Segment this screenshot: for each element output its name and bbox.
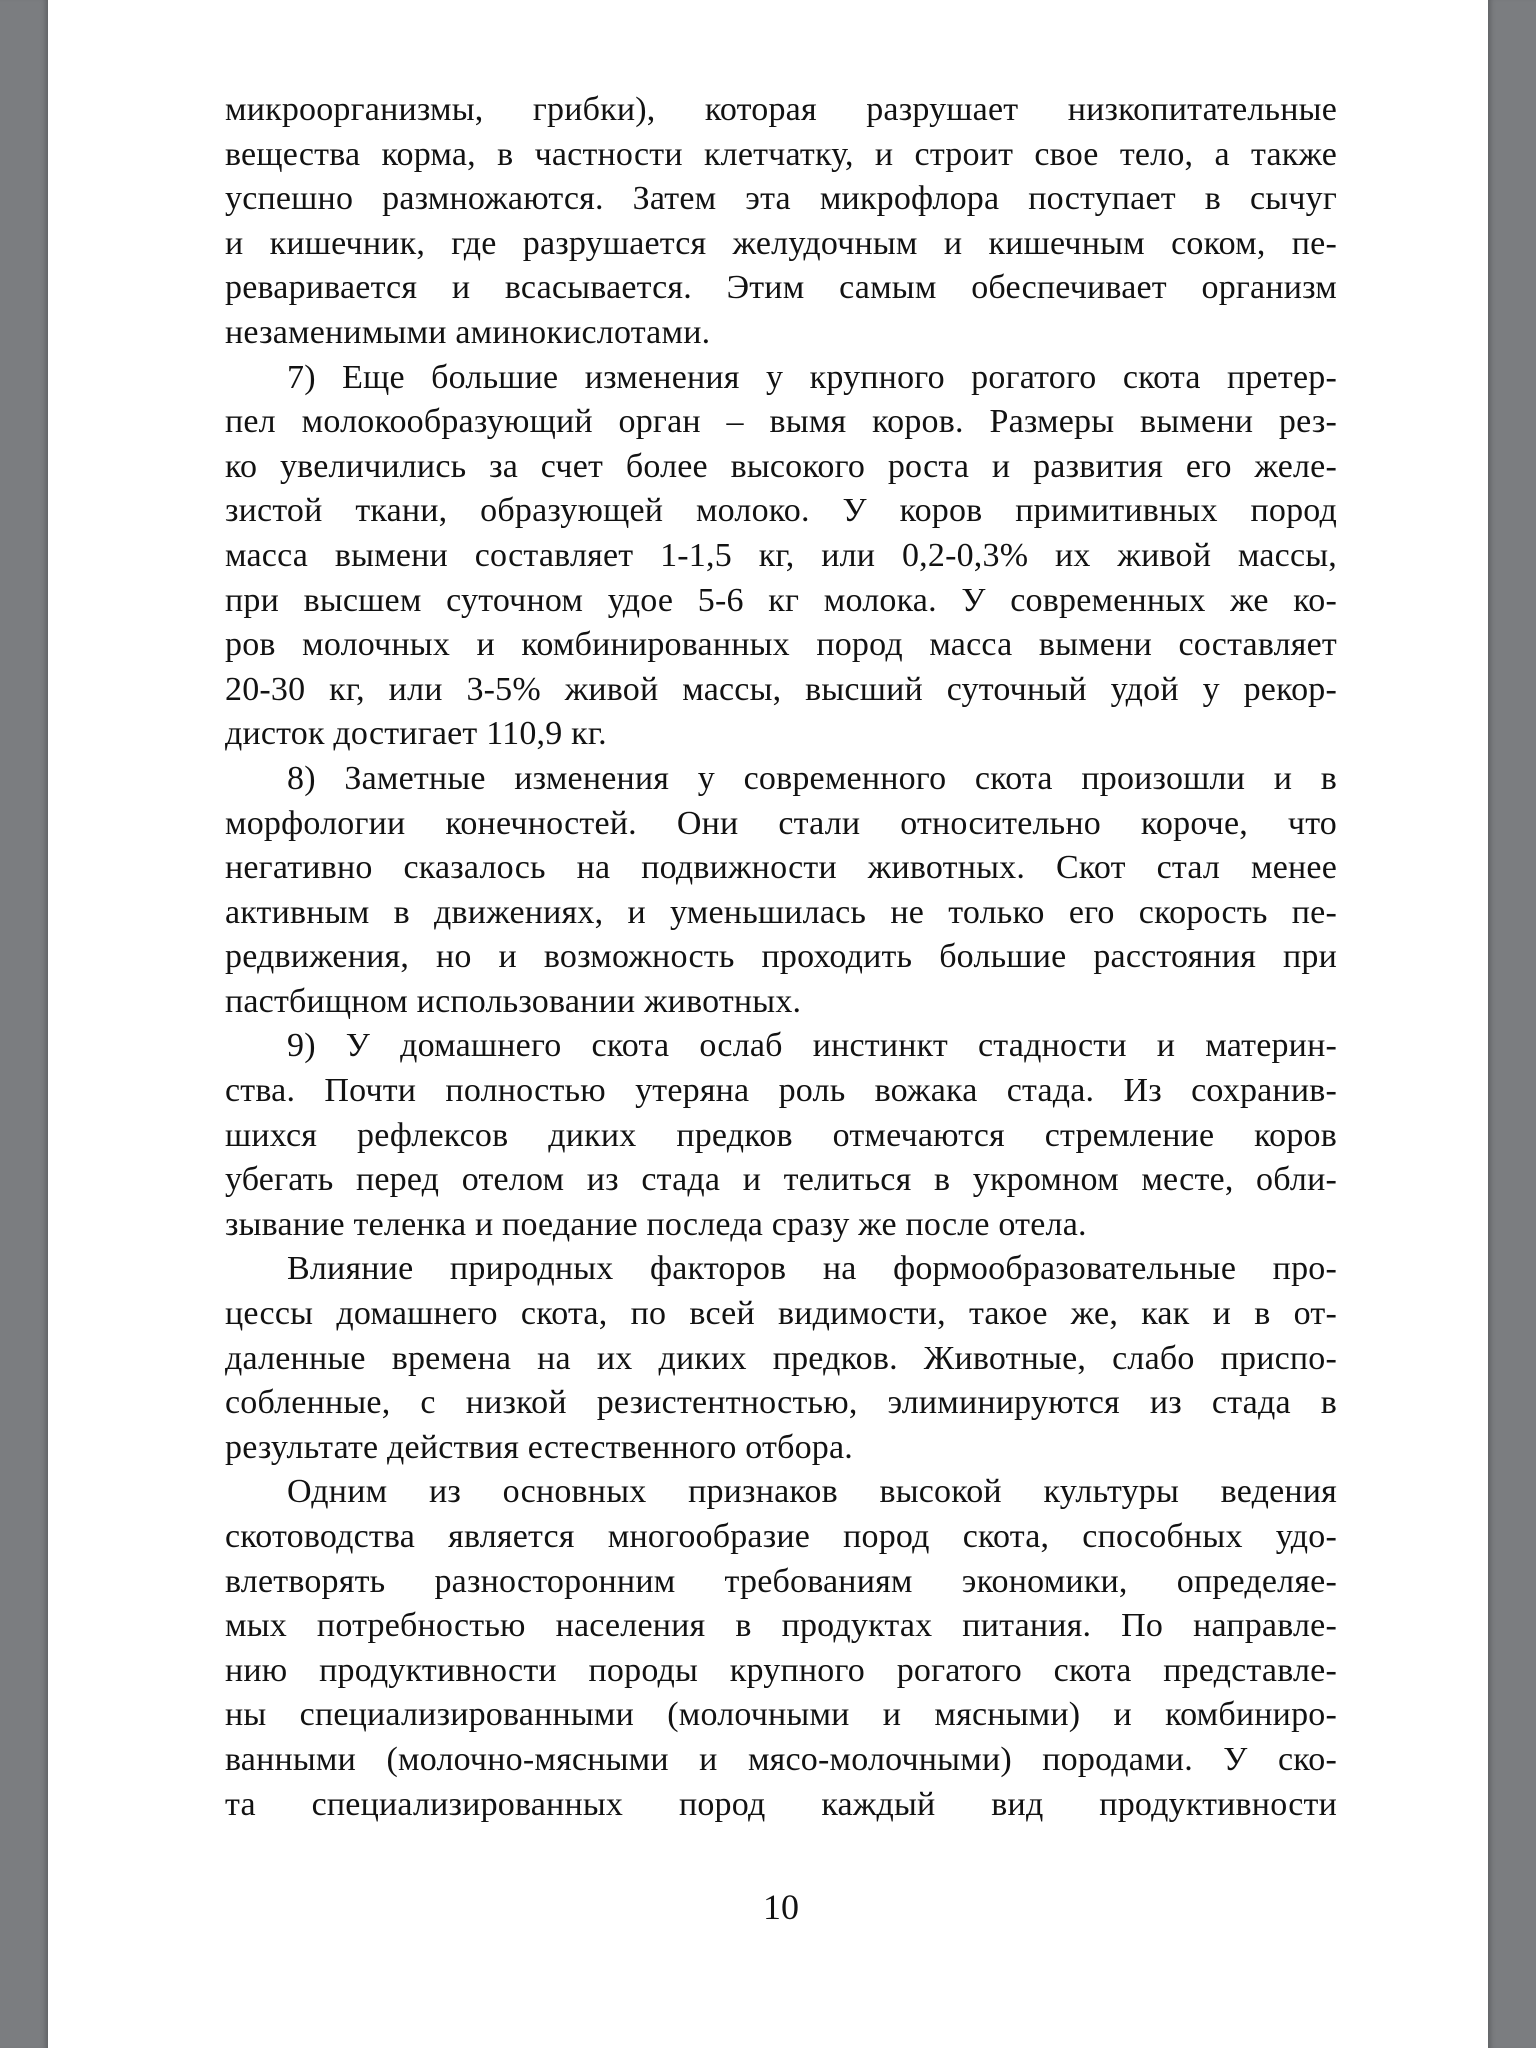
- text-line: ванными (молочно-мясными и мясо-молочными) породами. У ско-: [225, 1740, 1337, 1778]
- viewer-gutter-right: [1488, 0, 1536, 2048]
- text-line: ко увеличились за счет более высокого роста и развития его желе-: [225, 447, 1337, 485]
- text-line: даленные времена на их диких предков. Животные, слабо приспо-: [225, 1339, 1337, 1377]
- page-text: [225, 88, 1337, 1827]
- text-line: успешно размножаются. Затем эта микрофлора поступает в сычуг: [225, 180, 1337, 218]
- text-line: ства. Почти полностью утеряна роль вожака стада. Из сохранив-: [225, 1072, 1337, 1110]
- text-line: микроорганизмы, грибки), которая разрушает низкопитательные: [225, 91, 1337, 128]
- text-line: зывание теленка и поедание последа сразу же после отела.: [225, 1205, 1087, 1243]
- text-line: ров молочных и комбинированных пород масса вымени составляет: [225, 626, 1337, 664]
- text-line: морфологии конечностей. Они стали относительно короче, что: [225, 804, 1337, 842]
- text-line: скотоводства является многообразие пород скота, способных удо-: [225, 1518, 1337, 1555]
- text-line: результате действия естественного отбора.: [225, 1428, 853, 1466]
- text-line: редвижения, но и возможность проходить большие расстояния при: [225, 938, 1337, 976]
- text-line: вещества корма, в частности клетчатку, и строит свое тело, а также: [225, 135, 1337, 173]
- text-line: пастбищном использовании животных.: [225, 982, 802, 1020]
- text-line: мых потребностью населения в продуктах питания. По направле-: [225, 1607, 1337, 1645]
- text-line: Одним из основных признаков высокой культуры ведения: [287, 1473, 1337, 1511]
- page-number: 10: [763, 1887, 799, 1927]
- text-line: зистой ткани, образующей молоко. У коров примитивных пород: [225, 492, 1337, 530]
- text-line: Влияние природных факторов на формообразовательные про-: [287, 1250, 1337, 1288]
- text-line: ны специализированными (молочными и мясными) и комбиниро-: [225, 1696, 1337, 1734]
- text-line: пел молокообразующий орган – вымя коров. Размеры вымени рез-: [225, 403, 1337, 441]
- text-line: активным в движениях, и уменьшилась не только его скорость пе-: [225, 893, 1337, 931]
- text-line: при высшем суточном удое 5-6 кг молока. У современных же ко-: [225, 581, 1337, 619]
- viewer-gutter-left: [0, 0, 48, 2048]
- text-line: 8) Заметные изменения у современного скота произошли и в: [287, 759, 1337, 797]
- text-line: собленные, с низкой резистентностью, элиминируются из стада в: [225, 1384, 1337, 1422]
- text-line: цессы домашнего скота, по всей видимости, такое же, как и в от-: [225, 1295, 1337, 1333]
- text-line: влетворять разносторонним требованиям экономики, определяе-: [225, 1562, 1337, 1600]
- text-line: шихся рефлексов диких предков отмечаются стремление коров: [225, 1116, 1337, 1154]
- text-line: масса вымени составляет 1-1,5 кг, или 0,2-0,3% их живой массы,: [225, 536, 1337, 574]
- text-line: 9) У домашнего скота ослаб инстинкт стадности и материн-: [287, 1027, 1337, 1065]
- text-line: 7) Еще большие изменения у крупного рогатого скота претер-: [287, 358, 1337, 396]
- text-line: дисток достигает 110,9 кг.: [225, 715, 607, 753]
- text-line: и кишечник, где разрушается желудочным и кишечным соком, пе-: [225, 224, 1337, 262]
- text-line: 20-30 кг, или 3-5% живой массы, высший суточный удой у рекор-: [225, 670, 1337, 708]
- text-line: незаменимыми аминокислотами.: [225, 313, 711, 351]
- book-page: [48, 0, 1488, 2048]
- text-line: реваривается и всасывается. Этим самым обеспечивает организм: [225, 269, 1337, 307]
- text-line: нию продуктивности породы крупного рогатого скота представле-: [225, 1651, 1337, 1689]
- text-line: убегать перед отелом из стада и телиться в укромном месте, обли-: [225, 1161, 1337, 1199]
- text-line: негативно сказалось на подвижности животных. Скот стал менее: [225, 849, 1337, 887]
- text-line: та специализированных пород каждый вид продуктивности: [225, 1785, 1337, 1823]
